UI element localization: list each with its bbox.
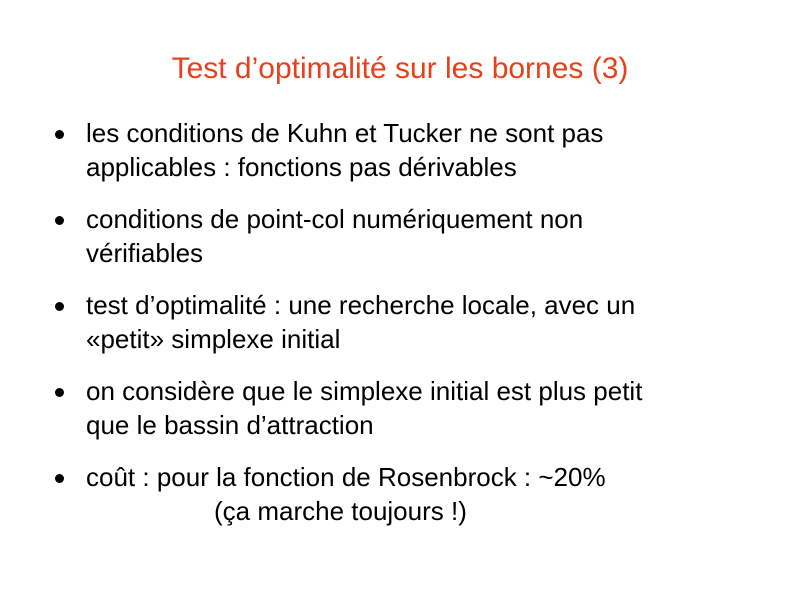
bullet-dot-icon xyxy=(55,388,64,397)
bullet-text-line: (ça marche toujours !) xyxy=(214,496,467,526)
bullet-text-line: test d’optimalité : une recherche locale, avec un xyxy=(86,290,636,320)
bullet-text-line: applicables : fonctions pas dérivables xyxy=(86,152,517,182)
bullet-item xyxy=(44,202,784,270)
bullet-text-line: vérifiables xyxy=(86,238,204,268)
bullet-text-line: «petit» simplexe initial xyxy=(86,324,341,354)
bullet-text-line: les conditions de Kuhn et Tucker ne sont pas xyxy=(86,118,604,148)
bullet-text-line: que le bassin d’attraction xyxy=(86,410,374,440)
bullet-item xyxy=(44,374,784,442)
bullet-dot-icon xyxy=(55,302,64,311)
bullet-list xyxy=(44,116,784,546)
bullet-item xyxy=(44,288,784,356)
bullet-dot-icon xyxy=(55,474,64,483)
bullet-text-line: on considère que le simplexe initial est plus petit xyxy=(86,376,643,406)
bullet-dot-icon xyxy=(55,216,64,225)
bullet-text-line: coût : pour la fonction de Rosenbrock : ~20% xyxy=(86,462,606,492)
bullet-item xyxy=(44,116,784,184)
bullet-dot-icon xyxy=(55,130,64,139)
slide-title: Test d’optimalité sur les bornes (3) xyxy=(171,52,629,85)
bullet-text-line: conditions de point-col numériquement non xyxy=(86,204,584,234)
bullet-item xyxy=(44,460,784,528)
